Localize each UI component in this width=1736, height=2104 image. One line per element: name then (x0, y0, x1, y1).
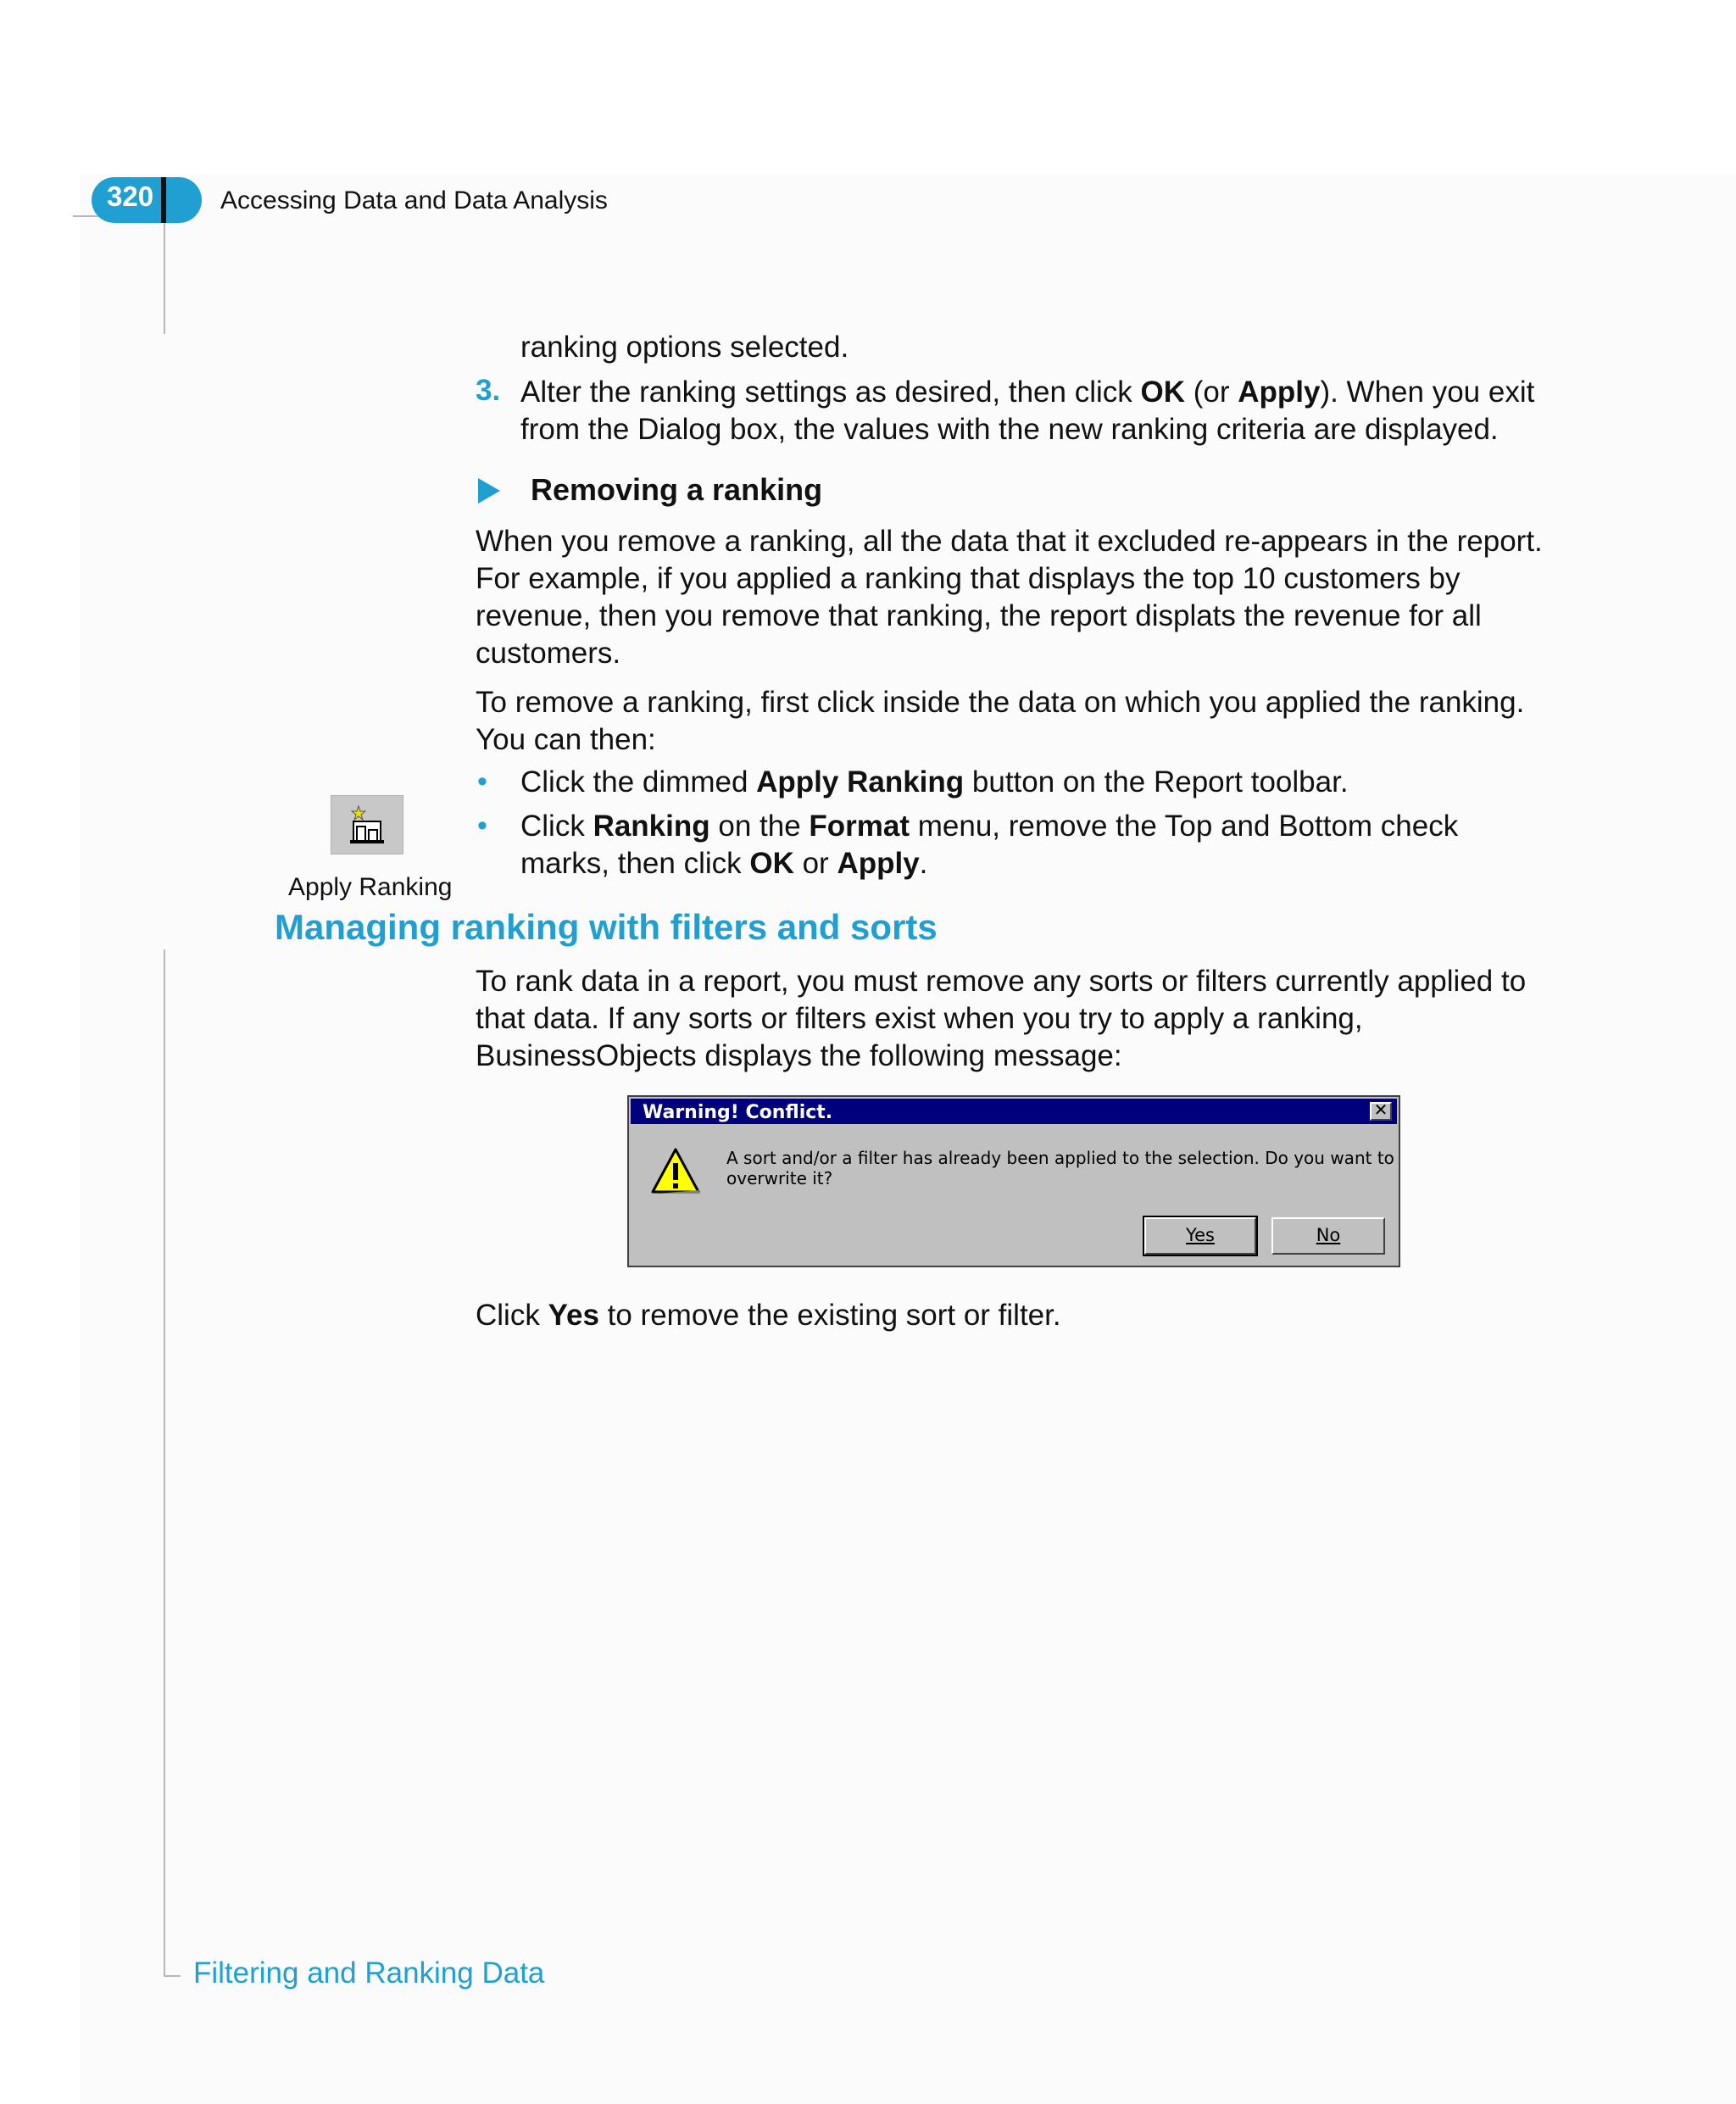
final-paragraph: Click Yes to remove the existing sort or filter. (476, 1299, 1061, 1332)
paragraph-line: To remove a ranking, first click inside the data on which you applied the ranking. (476, 686, 1525, 719)
paragraph-2 (476, 684, 1524, 759)
apply-ranking-icon (331, 796, 403, 854)
dialog-titlebar[interactable] (631, 1099, 1397, 1124)
paragraph-line: BusinessObjects displays the following message: (476, 1039, 1122, 1072)
bullet-1: Click the dimmed Apply Ranking button on the Report toolbar. (520, 765, 1349, 799)
bullet-2-line-2: marks, then click OK or Apply. (520, 847, 928, 880)
yes-button[interactable]: Yes (1144, 1217, 1256, 1255)
subheading-arrow-icon (478, 478, 500, 504)
warning-dialog (627, 1095, 1400, 1267)
step-number: 3. (476, 374, 501, 407)
continued-text: ranking options selected. (520, 331, 849, 364)
no-button[interactable]: No (1271, 1217, 1385, 1255)
subheading: Removing a ranking (531, 472, 823, 507)
paragraph-line: customers. (476, 637, 621, 670)
paragraph-line: To rank data in a report, you must remove any sorts or filters currently applied to (476, 965, 1527, 998)
close-button[interactable]: ✕ (1370, 1102, 1392, 1121)
paragraph-line: You can then: (476, 723, 656, 756)
footer-chapter-title: Filtering and Ranking Data (193, 1956, 545, 1990)
dialog-title: Warning! Conflict. (643, 1102, 833, 1123)
bullet-2-line-1: Click Ranking on the Format menu, remove the Top and Bottom check (520, 810, 1459, 843)
margin-rule-bottom (164, 949, 165, 1977)
paragraph-line: revenue, then you remove that ranking, the report displats the revenue for all (476, 599, 1482, 632)
bullet-marker: • (477, 765, 487, 798)
paragraph-line: For example, if you applied a ranking that displays the top 10 customers by (476, 562, 1461, 595)
step-3-line-1: Alter the ranking settings as desired, then click OK (or Apply). When you exit (520, 376, 1535, 409)
step-3-line-2: from the Dialog box, the values with the new ranking criteria are displayed. (520, 413, 1499, 446)
paragraph-line: When you remove a ranking, all the data that it excluded re-appears in the report. (476, 525, 1543, 558)
page-number: 320 (107, 181, 154, 212)
warning-icon (649, 1144, 702, 1197)
bullet-marker: • (477, 810, 487, 842)
apply-ranking-caption: Apply Ranking (288, 873, 453, 901)
section-heading: Managing ranking with filters and sorts (275, 907, 938, 947)
page-number-bar (161, 177, 166, 223)
paragraph-3 (476, 963, 1526, 1075)
footer-rule (164, 1975, 181, 1977)
apply-ranking-button[interactable] (331, 795, 403, 854)
paragraph-1 (476, 523, 1543, 672)
running-title: Accessing Data and Data Analysis (220, 186, 608, 214)
paragraph-line: that data. If any sorts or filters exist when you try to apply a ranking, (476, 1002, 1363, 1035)
dialog-message: A sort and/or a filter has already been applied to the selection. Do you want to overwrite it? (726, 1148, 1394, 1188)
